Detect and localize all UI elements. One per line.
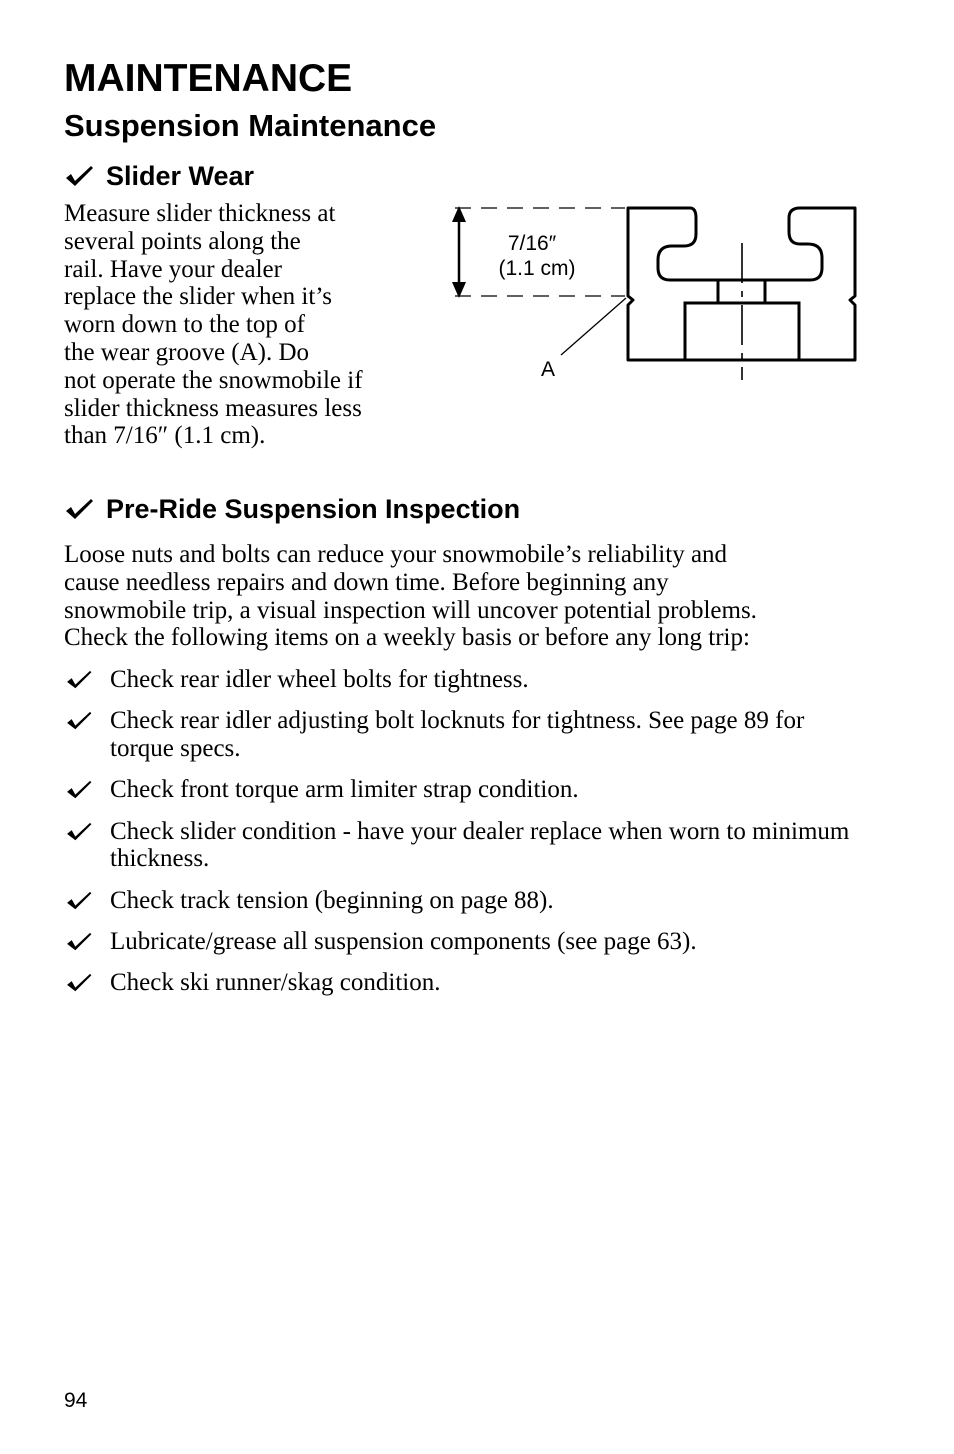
- checkmark-icon: [64, 779, 94, 801]
- text-line: the wear groove (A). Do: [64, 338, 310, 366]
- slider-diagram-svg: [440, 196, 870, 392]
- checkmark-icon: [64, 821, 94, 843]
- list-item: [64, 666, 864, 694]
- checkmark-icon: [64, 972, 94, 994]
- checkmark-icon: [64, 931, 94, 953]
- list-item: [64, 776, 864, 804]
- text-line: slider thickness measures less: [64, 394, 362, 422]
- list-item-text: Check front torque arm limiter strap condition.: [110, 776, 579, 804]
- list-item: [64, 707, 864, 763]
- text-line: Measure slider thickness at: [64, 200, 336, 227]
- text-line: not operate the snowmobile if: [64, 366, 363, 394]
- slider-wear-text: [64, 200, 414, 450]
- section-title: Suspension Maintenance: [64, 108, 437, 143]
- checkmark-icon: [64, 710, 94, 732]
- callout-leader: [561, 298, 626, 355]
- callout-label-a: A: [540, 358, 556, 381]
- list-item-text: Lubricate/grease all suspension components (see page 63).: [110, 928, 697, 956]
- checkmark-icon: [64, 497, 94, 521]
- pre-ride-heading: [64, 492, 520, 526]
- list-item: [64, 887, 864, 915]
- dimension-label-cm: (1.1 cm): [498, 257, 576, 280]
- list-item: [64, 818, 864, 874]
- checkmark-icon: [64, 890, 94, 912]
- list-item: [64, 928, 864, 956]
- list-item: [64, 969, 864, 997]
- text-line: Check the following items on a weekly basis or before any long trip:: [64, 624, 750, 652]
- inspection-checklist: [64, 666, 864, 1011]
- page-title: MAINTENANCE: [64, 57, 353, 100]
- text-line: worn down to the top of: [64, 311, 305, 339]
- slider-cross-section-diagram: [440, 196, 870, 392]
- text-line: cause needless repairs and down time. Before beginning any: [64, 568, 669, 596]
- slider-wear-heading-text: Slider Wear: [106, 161, 255, 191]
- page-number: 94: [64, 1389, 88, 1412]
- slider-wear-heading: [64, 159, 254, 193]
- pre-ride-heading-text: Pre-Ride Suspension Inspection: [106, 494, 521, 524]
- dimension-label-inches: 7/16″: [507, 232, 557, 255]
- text-line: rail. Have your dealer: [64, 255, 282, 283]
- checkmark-icon: [64, 669, 94, 691]
- list-item-text: Check ski runner/skag condition.: [110, 969, 441, 997]
- text-line: snowmobile trip, a visual inspection will uncover potential problems.: [64, 596, 757, 624]
- list-item-text: Check rear idler wheel bolts for tightness.: [110, 666, 529, 693]
- list-item-text: Check slider condition - have your dealer replace when worn to minimum thickness.: [110, 817, 850, 873]
- text-line: Loose nuts and bolts can reduce your snowmobile’s reliability and: [64, 541, 728, 568]
- text-line: several points along the: [64, 227, 301, 255]
- list-item-text: Check rear idler adjusting bolt locknuts for tightness. See page 89 for torque specs.: [110, 707, 805, 763]
- text-line: replace the slider when it’s: [64, 283, 332, 311]
- text-line: than 7/16″ (1.1 cm).: [64, 422, 266, 450]
- pre-ride-intro: [64, 541, 864, 652]
- list-item-text: Check track tension (beginning on page 88).: [110, 886, 554, 914]
- checkmark-icon: [64, 164, 94, 188]
